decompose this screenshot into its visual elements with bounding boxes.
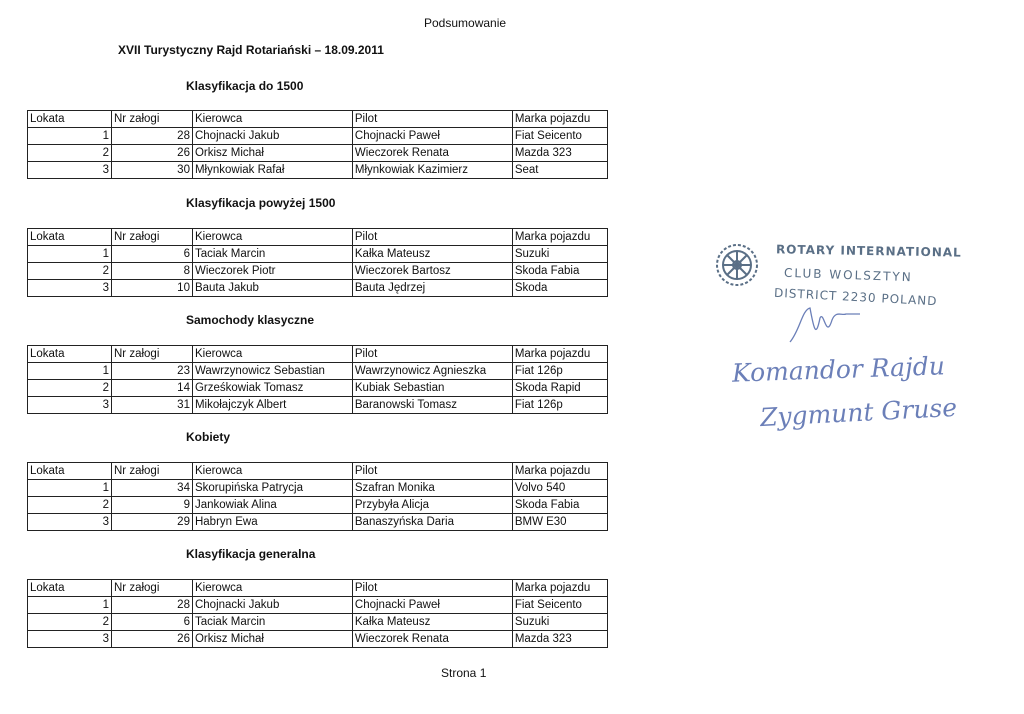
col-header-lokata: Lokata [28,111,112,128]
cell-pilot: Szafran Monika [352,480,512,497]
signature-scribble [780,300,870,350]
cell-marka: Fiat 126p [512,363,607,380]
cell-marka: Fiat Seicento [512,597,607,614]
cell-marka: Mazda 323 [512,631,607,648]
table-row [28,614,608,631]
cell-lokata: 3 [28,280,112,297]
cell-kierowca: Młynkowiak Rafał [192,162,352,179]
col-header-lokata: Lokata [28,463,112,480]
cell-kierowca: Wieczorek Piotr [192,263,352,280]
table-row [28,246,608,263]
section-title-3: Samochody klasyczne [186,313,315,327]
cell-lokata: 3 [28,162,112,179]
cell-lokata: 1 [28,480,112,497]
section-title-2: Klasyfikacja powyżej 1500 [186,196,336,210]
results-table-4 [27,462,608,531]
results-table-1 [27,110,608,179]
table-header-row [28,463,608,480]
table-row [28,363,608,380]
cell-kierowca: Jankowiak Alina [192,497,352,514]
col-header-pilot: Pilot [352,346,512,363]
cell-lokata: 2 [28,497,112,514]
stamp-line-3: DISTRICT 2230 POLAND [773,285,938,309]
col-header-nr-zalogi: Nr załogi [112,463,193,480]
cell-nr-zalogi: 6 [112,614,193,631]
signature-line-1: Komandor Rajdu [731,351,946,388]
col-header-pilot: Pilot [352,463,512,480]
table-header-row [28,580,608,597]
cell-marka: Fiat Seicento [512,128,607,145]
col-header-marka: Marka pojazdu [512,463,607,480]
cell-nr-zalogi: 10 [112,280,193,297]
stamp-line-2: CLUB WOLSZTYN [783,265,913,285]
cell-pilot: Baranowski Tomasz [352,397,512,414]
cell-nr-zalogi: 28 [112,128,193,145]
signature-line-2: Zygmunt Gruse [759,392,958,433]
table-row [28,380,608,397]
col-header-marka: Marka pojazdu [512,580,607,597]
cell-pilot: Kubiak Sebastian [352,380,512,397]
cell-kierowca: Orkisz Michał [192,145,352,162]
cell-pilot: Chojnacki Paweł [352,128,512,145]
col-header-marka: Marka pojazdu [512,229,607,246]
section-title-1: Klasyfikacja do 1500 [186,79,304,93]
cell-nr-zalogi: 29 [112,514,193,531]
cell-marka: Mazda 323 [512,145,607,162]
results-table-5 [27,579,608,648]
cell-nr-zalogi: 8 [112,263,193,280]
cell-nr-zalogi: 9 [112,497,193,514]
cell-nr-zalogi: 6 [112,246,193,263]
cell-lokata: 3 [28,397,112,414]
cell-marka: Seat [512,162,607,179]
table-row [28,280,608,297]
stamp-line-1: ROTARY INTERNATIONAL [775,242,962,260]
cell-marka: Fiat 126p [512,397,607,414]
cell-nr-zalogi: 26 [112,631,193,648]
cell-nr-zalogi: 30 [112,162,193,179]
page-footer: Strona 1 [441,666,487,680]
cell-pilot: Bauta Jędrzej [352,280,512,297]
cell-lokata: 1 [28,597,112,614]
col-header-kierowca: Kierowca [192,111,352,128]
table-row [28,397,608,414]
cell-pilot: Wieczorek Bartosz [352,263,512,280]
col-header-kierowca: Kierowca [192,580,352,597]
cell-marka: Skoda [512,280,607,297]
col-header-nr-zalogi: Nr załogi [112,580,193,597]
cell-marka: BMW E30 [512,514,607,531]
cell-nr-zalogi: 26 [112,145,193,162]
col-header-nr-zalogi: Nr załogi [112,229,193,246]
cell-marka: Volvo 540 [512,480,607,497]
col-header-nr-zalogi: Nr załogi [112,346,193,363]
table-row [28,514,608,531]
cell-lokata: 1 [28,363,112,380]
table-header-row [28,229,608,246]
cell-lokata: 2 [28,614,112,631]
table-row [28,480,608,497]
table-row [28,145,608,162]
cell-lokata: 2 [28,380,112,397]
col-header-marka: Marka pojazdu [512,111,607,128]
col-header-lokata: Lokata [28,580,112,597]
col-header-lokata: Lokata [28,229,112,246]
cell-kierowca: Chojnacki Jakub [192,128,352,145]
col-header-pilot: Pilot [352,111,512,128]
cell-kierowca: Habryn Ewa [192,514,352,531]
cell-lokata: 1 [28,246,112,263]
cell-kierowca: Mikołajczyk Albert [192,397,352,414]
col-header-kierowca: Kierowca [192,229,352,246]
document-title: XVII Turystyczny Rajd Rotariański – 18.09.2011 [118,43,384,57]
table-header-row [28,111,608,128]
cell-pilot: Wieczorek Renata [352,631,512,648]
cell-nr-zalogi: 28 [112,597,193,614]
cell-pilot: Wawrzynowicz Agnieszka [352,363,512,380]
table-row [28,631,608,648]
cell-nr-zalogi: 31 [112,397,193,414]
col-header-marka: Marka pojazdu [512,346,607,363]
cell-pilot: Banaszyńska Daria [352,514,512,531]
cell-pilot: Przybyła Alicja [352,497,512,514]
cell-kierowca: Bauta Jakub [192,280,352,297]
page-header: Podsumowanie [424,16,507,30]
table-header-row [28,346,608,363]
cell-nr-zalogi: 23 [112,363,193,380]
col-header-pilot: Pilot [352,229,512,246]
col-header-kierowca: Kierowca [192,463,352,480]
cell-pilot: Młynkowiak Kazimierz [352,162,512,179]
cell-kierowca: Chojnacki Jakub [192,597,352,614]
cell-pilot: Kałka Mateusz [352,246,512,263]
cell-marka: Skoda Fabia [512,263,607,280]
section-title-5: Klasyfikacja generalna [186,547,316,561]
col-header-nr-zalogi: Nr załogi [112,111,193,128]
cell-pilot: Chojnacki Paweł [352,597,512,614]
section-title-4: Kobiety [186,430,231,444]
cell-nr-zalogi: 14 [112,380,193,397]
cell-kierowca: Skorupińska Patrycja [192,480,352,497]
cell-lokata: 3 [28,631,112,648]
table-row [28,128,608,145]
cell-kierowca: Taciak Marcin [192,614,352,631]
cell-marka: Suzuki [512,246,607,263]
cell-kierowca: Wawrzynowicz Sebastian [192,363,352,380]
col-header-kierowca: Kierowca [192,346,352,363]
cell-lokata: 1 [28,128,112,145]
table-row [28,497,608,514]
cell-lokata: 2 [28,263,112,280]
cell-marka: Skoda Fabia [512,497,607,514]
results-table-3 [27,345,608,414]
cell-pilot: Kałka Mateusz [352,614,512,631]
col-header-lokata: Lokata [28,346,112,363]
table-row [28,263,608,280]
cell-nr-zalogi: 34 [112,480,193,497]
table-row [28,162,608,179]
cell-marka: Suzuki [512,614,607,631]
cell-lokata: 2 [28,145,112,162]
cell-kierowca: Taciak Marcin [192,246,352,263]
cell-marka: Skoda Rapid [512,380,607,397]
rotary-wheel-icon [712,240,762,290]
cell-kierowca: Orkisz Michał [192,631,352,648]
cell-lokata: 3 [28,514,112,531]
cell-pilot: Wieczorek Renata [352,145,512,162]
cell-kierowca: Grześkowiak Tomasz [192,380,352,397]
col-header-pilot: Pilot [352,580,512,597]
results-table-2 [27,228,608,297]
table-row [28,597,608,614]
